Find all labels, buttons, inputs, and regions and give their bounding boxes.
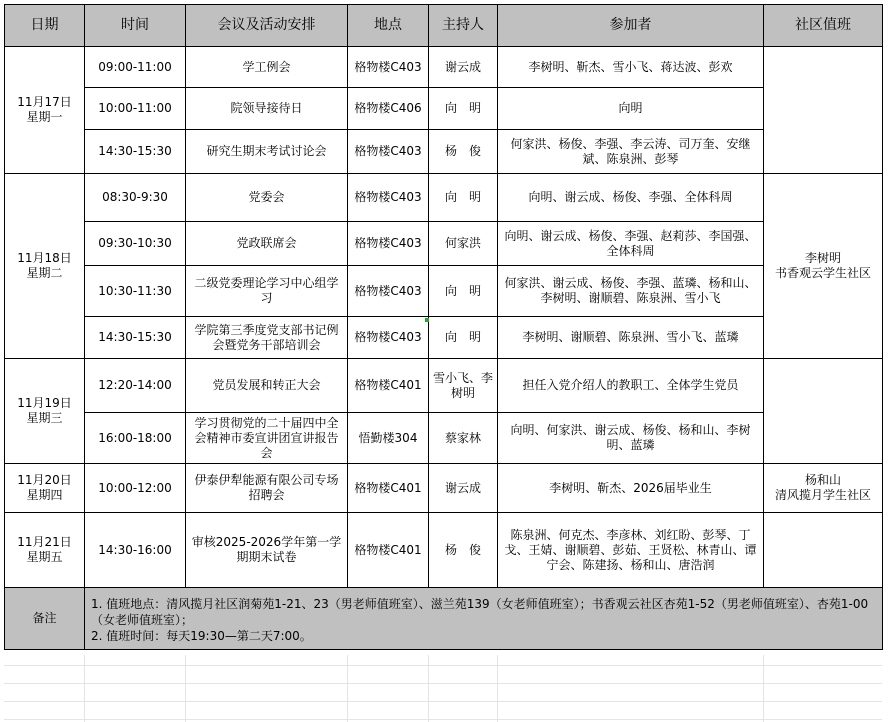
- header-row: [5, 5, 883, 47]
- time-cell: 09:30-10:30: [85, 222, 186, 266]
- table-row: [5, 130, 883, 174]
- participants-cell: 李树明、靳杰、2026届毕业生: [498, 464, 764, 513]
- date-cell: [5, 359, 85, 464]
- table-row: [5, 359, 883, 413]
- header-location: 地点: [348, 5, 429, 47]
- duty-cell: 李树明 书香观云学生社区: [764, 174, 883, 359]
- time-cell: 10:00-12:00: [85, 464, 186, 513]
- location-cell: 格物楼C403: [348, 47, 429, 88]
- host-cell: 向 明: [429, 266, 498, 317]
- location-cell: 格物楼C401: [348, 513, 429, 588]
- schedule-table: [4, 4, 883, 650]
- host-cell: 谢云成: [429, 464, 498, 513]
- cell-marker: [425, 318, 429, 322]
- host-cell: 雪小飞、李树明: [429, 359, 498, 413]
- table-row: [5, 47, 883, 88]
- location-cell: 格物楼C403: [348, 317, 429, 359]
- header-date: 日期: [5, 5, 85, 47]
- table-row: [5, 513, 883, 588]
- duty-cell: [764, 513, 883, 588]
- location-cell: 格物楼C403: [348, 174, 429, 222]
- participants-cell: 何家洪、谢云成、杨俊、李强、蓝璘、杨和山、李树明、谢顺碧、陈泉洲、雪小飞: [498, 266, 764, 317]
- table-row: [5, 174, 883, 222]
- participants-cell: 担任入党介绍人的教职工、全体学生党员: [498, 359, 764, 413]
- participants-cell: 向明、谢云成、杨俊、李强、赵莉莎、李国强、全体科周: [498, 222, 764, 266]
- header-participants: 参加者: [498, 5, 764, 47]
- participants-cell: 李树明、谢顺碧、陈泉洲、雪小飞、蓝璘: [498, 317, 764, 359]
- host-cell: 向 明: [429, 88, 498, 130]
- weekday-text: 星期三: [26, 411, 63, 425]
- location-cell: 格物楼C403: [348, 130, 429, 174]
- header-time: 时间: [85, 5, 186, 47]
- date-cell: [5, 513, 85, 588]
- table-row: [5, 88, 883, 130]
- participants-cell: 李树明、靳杰、雪小飞、蒋达波、彭欢: [498, 47, 764, 88]
- table-row: [5, 222, 883, 266]
- location-cell: 格物楼C403: [348, 222, 429, 266]
- table-row: [5, 464, 883, 513]
- header-duty: 社区值班: [764, 5, 883, 47]
- host-cell: 向 明: [429, 317, 498, 359]
- event-cell: 研究生期末考试讨论会: [186, 130, 348, 174]
- location-cell: 悟勤楼304: [348, 413, 429, 464]
- time-cell: 08:30-9:30: [85, 174, 186, 222]
- time-cell: 14:30-15:30: [85, 317, 186, 359]
- participants-cell: 陈泉洲、何克杰、李彦林、刘红盼、彭琴、丁戈、王婧、谢顺碧、彭茹、王贤松、林青山、谭宁会、陈建扬、杨和山、唐浩润: [498, 513, 764, 588]
- date-text: 11月21日: [17, 535, 72, 549]
- host-cell: 杨 俊: [429, 130, 498, 174]
- location-cell: 格物楼C401: [348, 359, 429, 413]
- header-event: 会议及活动安排: [186, 5, 348, 47]
- time-cell: 14:30-15:30: [85, 130, 186, 174]
- host-cell: 杨 俊: [429, 513, 498, 588]
- host-cell: 谢云成: [429, 47, 498, 88]
- time-cell: 09:00-11:00: [85, 47, 186, 88]
- table-row: [5, 266, 883, 317]
- date-text: 11月18日: [17, 251, 72, 265]
- event-cell: 党委会: [186, 174, 348, 222]
- date-cell: [5, 174, 85, 359]
- weekday-text: 星期五: [26, 550, 63, 564]
- weekday-text: 星期二: [26, 266, 63, 280]
- host-cell: 向 明: [429, 174, 498, 222]
- date-text: 11月17日: [17, 95, 72, 109]
- time-cell: 10:00-11:00: [85, 88, 186, 130]
- time-cell: 16:00-18:00: [85, 413, 186, 464]
- date-text: 11月19日: [17, 396, 72, 410]
- header-host: 主持人: [429, 5, 498, 47]
- date-text: 11月20日: [17, 473, 72, 487]
- date-cell: [5, 47, 85, 174]
- event-cell: 学工例会: [186, 47, 348, 88]
- duty-cell: 杨和山 清风揽月学生社区: [764, 464, 883, 513]
- table-row: [5, 413, 883, 464]
- remarks-content: [85, 588, 883, 650]
- schedule-body: [5, 47, 883, 650]
- participants-cell: 向明、谢云成、杨俊、李强、全体科周: [498, 174, 764, 222]
- event-cell: 学习贯彻党的二十届四中全会精神市委宣讲团宣讲报告会: [186, 413, 348, 464]
- host-cell: 蔡家林: [429, 413, 498, 464]
- table-row: [5, 317, 883, 359]
- participants-cell: 何家洪、杨俊、李强、李云涛、司万奎、安继斌、陈泉洲、彭琴: [498, 130, 764, 174]
- location-cell: 格物楼C403: [348, 266, 429, 317]
- date-cell: [5, 464, 85, 513]
- time-cell: 14:30-16:00: [85, 513, 186, 588]
- host-cell: 何家洪: [429, 222, 498, 266]
- event-cell: 审核2025-2026学年第一学期期末试卷: [186, 513, 348, 588]
- remarks-row: [5, 588, 883, 650]
- participants-cell: 向明、何家洪、谢云成、杨俊、杨和山、李树明、蓝璘: [498, 413, 764, 464]
- remark-line-2: 2. 值班时间：每天19:30—第二天7:00。: [91, 629, 312, 643]
- weekday-text: 星期一: [26, 110, 63, 124]
- duty-cell: [764, 359, 883, 464]
- time-cell: 12:20-14:00: [85, 359, 186, 413]
- event-cell: 二级党委理论学习中心组学习: [186, 266, 348, 317]
- empty-grid-area: [4, 655, 882, 722]
- event-cell: 院领导接待日: [186, 88, 348, 130]
- time-cell: 10:30-11:30: [85, 266, 186, 317]
- location-cell: 格物楼C401: [348, 464, 429, 513]
- weekday-text: 星期四: [26, 488, 63, 502]
- location-cell: 格物楼C406: [348, 88, 429, 130]
- duty-cell: [764, 47, 883, 174]
- event-cell: 党员发展和转正大会: [186, 359, 348, 413]
- event-cell: 学院第三季度党支部书记例会暨党务干部培训会: [186, 317, 348, 359]
- participants-cell: 向明: [498, 88, 764, 130]
- remark-line-1: 1. 值班地点：清风揽月社区润菊苑1-21、23（男老师值班室）、滋兰苑139（女老师值班室）；书香观云社区杏苑1-52（男老师值班室）、杏苑1-00（女老师值班室）；: [91, 597, 869, 627]
- event-cell: 党政联席会: [186, 222, 348, 266]
- event-cell: 伊泰伊犁能源有限公司专场招聘会: [186, 464, 348, 513]
- remarks-label: 备注: [5, 588, 85, 650]
